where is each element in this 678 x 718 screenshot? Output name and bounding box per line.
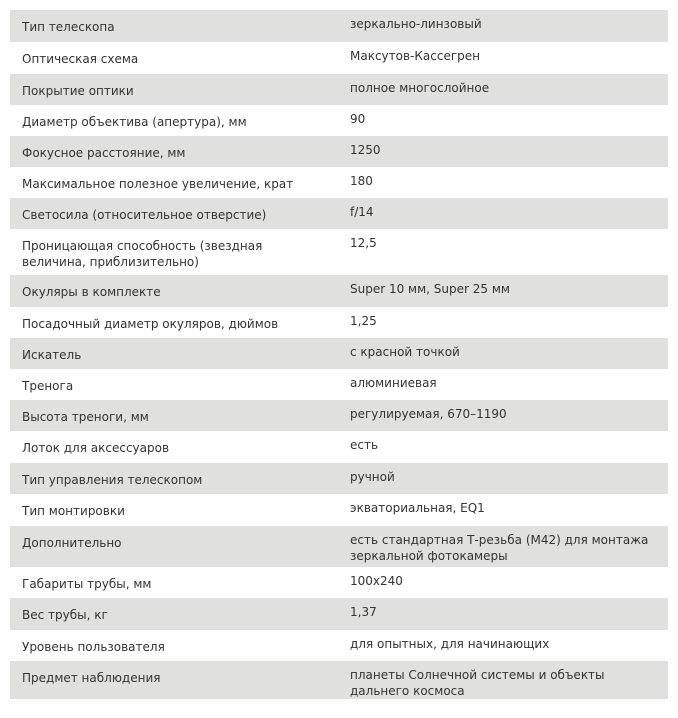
spec-label: Тренога	[10, 369, 338, 400]
spec-value: для опытных, для начинающих	[338, 630, 668, 661]
spec-label: Вес трубы, кг	[10, 598, 338, 630]
spec-value: ручной	[338, 463, 668, 494]
spec-value: есть стандартная Т-резьба (M42) для монтажа зеркальной фотокамеры	[338, 526, 668, 567]
spec-row	[10, 526, 668, 567]
spec-label: Дополнительно	[10, 526, 338, 567]
spec-label: Лоток для аксессуаров	[10, 431, 338, 463]
spec-label: Габариты трубы, мм	[10, 567, 338, 598]
spec-label: Высота треноги, мм	[10, 400, 338, 431]
spec-label: Тип управления телескопом	[10, 463, 338, 494]
spec-value: f/14	[338, 198, 668, 229]
spec-value: регулируемая, 670–1190	[338, 400, 668, 431]
spec-value: алюминиевая	[338, 369, 668, 400]
spec-row	[10, 598, 668, 630]
spec-value: 1,25	[338, 307, 668, 338]
spec-label: Окуляры в комплекте	[10, 275, 338, 307]
spec-label: Проницающая способность (звездная величина, приблизительно)	[10, 229, 338, 275]
spec-row	[10, 275, 668, 307]
spec-value: 1,37	[338, 598, 668, 630]
spec-label: Предмет наблюдения	[10, 661, 338, 699]
spec-value: Super 10 мм, Super 25 мм	[338, 275, 668, 307]
spec-label: Диаметр объектива (апертура), мм	[10, 105, 338, 136]
spec-value: экваториальная, EQ1	[338, 494, 668, 526]
spec-label: Тип монтировки	[10, 494, 338, 526]
spec-value: 180	[338, 167, 668, 198]
spec-row	[10, 431, 668, 463]
spec-value: 90	[338, 105, 668, 136]
spec-row	[10, 167, 668, 198]
spec-value: зеркально-линзовый	[338, 10, 668, 42]
spec-label: Фокусное расстояние, мм	[10, 136, 338, 167]
spec-label: Уровень пользователя	[10, 630, 338, 661]
spec-row	[10, 105, 668, 136]
spec-row	[10, 494, 668, 526]
spec-label: Посадочный диаметр окуляров, дюймов	[10, 307, 338, 338]
specifications-table	[10, 10, 668, 699]
spec-row	[10, 307, 668, 338]
spec-row	[10, 567, 668, 598]
spec-value: 100x240	[338, 567, 668, 598]
spec-value: с красной точкой	[338, 338, 668, 369]
spec-row	[10, 198, 668, 229]
spec-label: Тип телескопа	[10, 10, 338, 42]
spec-label: Оптическая схема	[10, 42, 338, 74]
spec-value: 1250	[338, 136, 668, 167]
spec-value: планеты Солнечной системы и объекты дальнего космоса	[338, 661, 668, 699]
spec-label: Искатель	[10, 338, 338, 369]
spec-value: есть	[338, 431, 668, 463]
spec-value: 12,5	[338, 229, 668, 275]
spec-row	[10, 74, 668, 105]
spec-label: Светосила (относительное отверстие)	[10, 198, 338, 229]
spec-row	[10, 661, 668, 699]
spec-row	[10, 400, 668, 431]
spec-row	[10, 630, 668, 661]
spec-row	[10, 229, 668, 275]
spec-row	[10, 338, 668, 369]
spec-row	[10, 463, 668, 494]
spec-row	[10, 136, 668, 167]
spec-value: Максутов-Кассегрен	[338, 42, 668, 74]
spec-label: Покрытие оптики	[10, 74, 338, 105]
spec-label: Максимальное полезное увеличение, крат	[10, 167, 338, 198]
spec-row	[10, 369, 668, 400]
spec-row	[10, 10, 668, 42]
spec-value: полное многослойное	[338, 74, 668, 105]
spec-row	[10, 42, 668, 74]
